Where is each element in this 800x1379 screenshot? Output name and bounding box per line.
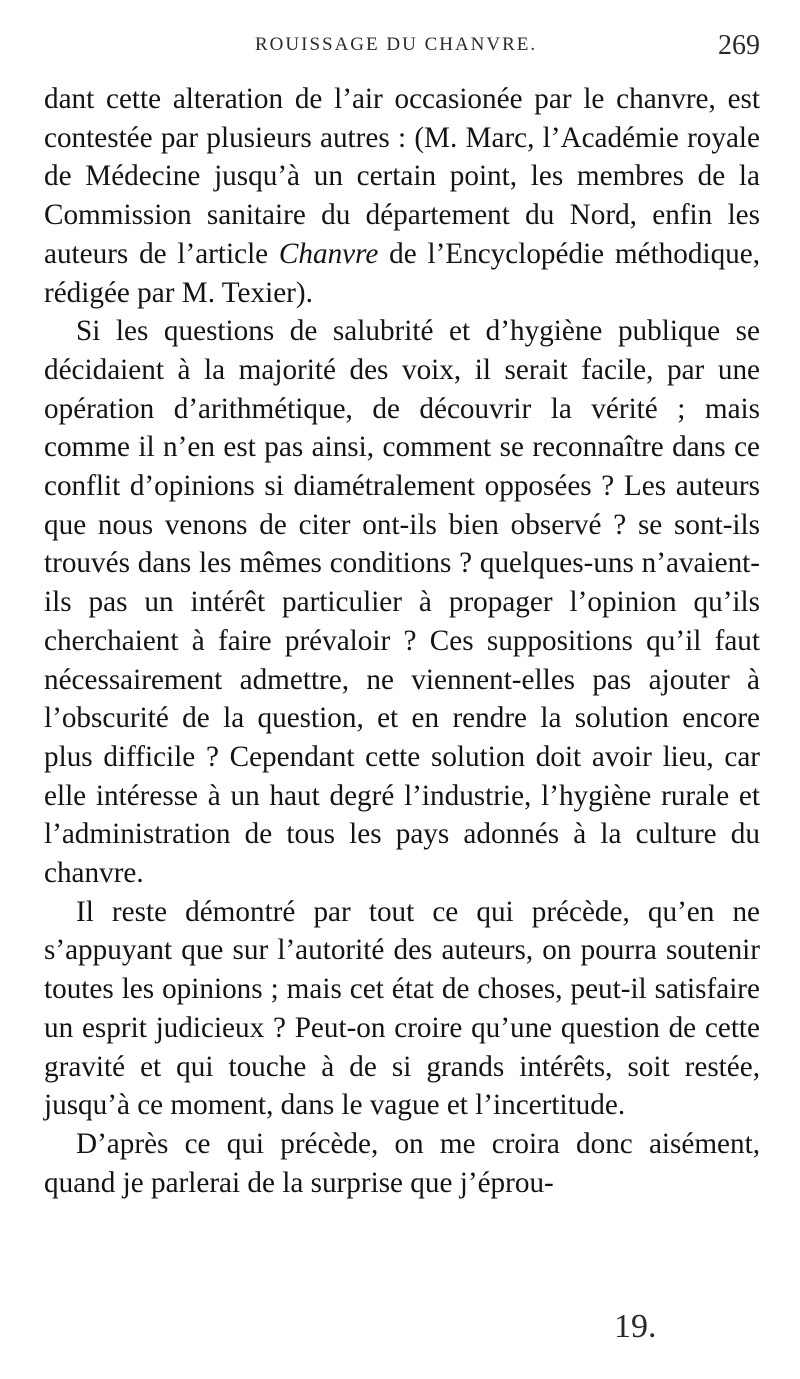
- paragraph-1: [44, 80, 760, 312]
- page-number: 269: [718, 30, 760, 61]
- paragraph-3: Il reste démontré par tout ce qui précède, qu’en ne s’appuyant que sur l’autorité des auteurs, on pourra soutenir toutes les opinions ; mais cet état de choses, peut-il satisfaire un esprit judicieux ? Peut-on croire qu’une question de cette gravité et qui touche à de si grands intérêts, soit restée, jusqu’à ce moment, dans le vague et l’incertitude.: [44, 895, 760, 1122]
- italic-term-chanvre: Chanvre: [278, 237, 379, 270]
- paragraph-1-part-b: de l’Encyclopédie méthodique, rédigée par M. Texier).: [44, 237, 761, 309]
- page-header: [255, 30, 760, 64]
- paragraph-4: D’après ce qui précède, on me croira donc aisément, quand je parlerai de la surprise que j’éprou-: [44, 1127, 760, 1199]
- running-title: ROUISSAGE DU CHANVRE.: [255, 34, 538, 55]
- paragraph-2: Si les questions de salubrité et d’hygiène publique se décidaient à la majorité des voix, il serait facile, par une opération d’arithmétique, de découvrir la vérité ; mais comme il n’en est pas ainsi, comment se reconnaître dans ce conflit d’opinions si diamétralement opposées ? Les auteurs que nous venons de citer ont-ils bien observé ? se sont-ils trouvés dans les mêmes conditions ? quelques-uns n’avaient-ils pas un intérêt particulier à propager l’opinion qu’ils cherchaient à faire prévaloir ? Ces suppositions qu’il faut nécessairement admettre, ne viennent-elles pas ajouter à l’obscurité de la question, et en rendre la solution encore plus difficile ? Cependant cette solution doit avoir lieu, car elle intéresse à un haut degré l’industrie, l’hygiène rurale et l’administration de tous les pays adonnés à la culture du chanvre.: [44, 315, 760, 890]
- signature-mark: 19.: [614, 1308, 657, 1345]
- paragraph-1-part-a: dant cette alteration de l’air occasionée par le chanvre, est contestée par plusieurs autres : (M. Marc, l’Académie royale de Médecine jusqu’à un certain point, les membres de la Commission sanitaire du département du Nord, enfin les auteurs de l’article: [44, 83, 760, 270]
- body-text: [44, 80, 760, 1202]
